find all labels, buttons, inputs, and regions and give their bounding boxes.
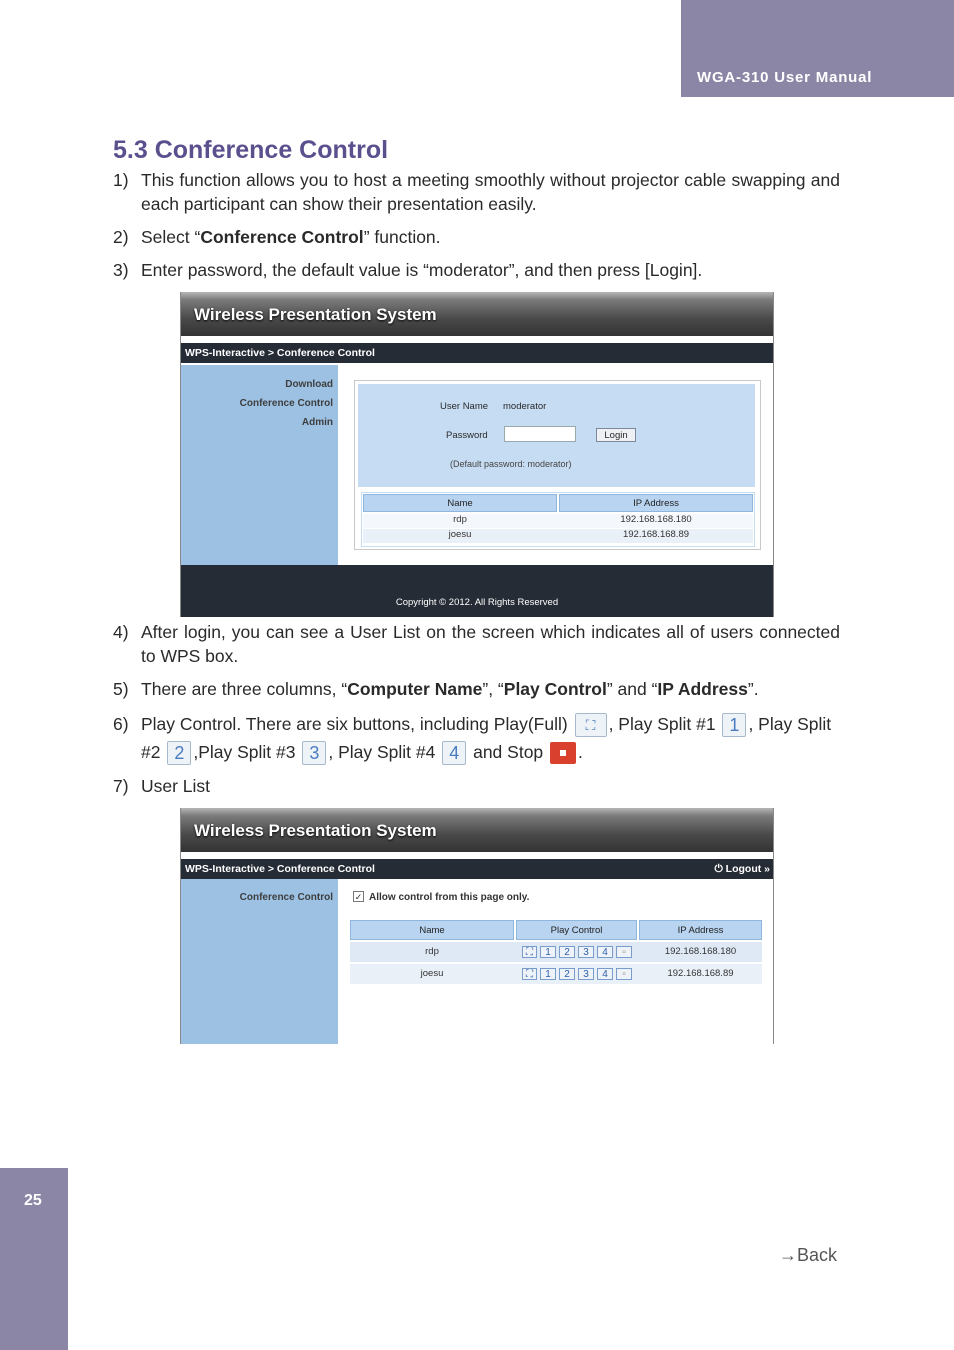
play-split-2-button[interactable]: 2 (559, 946, 575, 958)
sidebar-item-conference-control[interactable]: Conference Control (239, 398, 333, 409)
item-text: and Stop (468, 742, 544, 762)
row-name: rdp (425, 946, 439, 957)
table-row (350, 964, 762, 984)
column-header-name: Name (350, 920, 514, 940)
item-number: 6) (113, 714, 129, 734)
item-text: ” function. (363, 227, 441, 247)
row-ip: 192.168.168.89 (622, 529, 690, 540)
play-split-4-icon: 4 (442, 741, 466, 765)
list-item (113, 168, 840, 216)
item-bold: IP Address (657, 679, 748, 699)
play-split-4-button[interactable]: 4 (597, 946, 613, 958)
breadcrumb-text: WPS-Interactive > Conference Control (185, 347, 375, 359)
power-icon: ⏻ (714, 863, 723, 875)
play-full-icon: ⛶ (575, 713, 607, 737)
sidebar-item-download[interactable]: Download (285, 379, 333, 390)
manual-title: WGA-310 User Manual (697, 69, 873, 86)
item-text: ”, “ (482, 679, 504, 699)
list-item (113, 258, 840, 282)
password-label: Password (446, 430, 488, 441)
item-text: Play Control. There are six buttons, including Play(Full) (141, 714, 568, 734)
row-name: rdp (453, 514, 467, 525)
play-split-1-icon: 1 (722, 713, 746, 737)
sidebar-item-admin[interactable]: Admin (301, 417, 333, 428)
item-text: There are three columns, “ (141, 679, 348, 699)
allow-control-label: Allow control from this page only. (369, 892, 530, 903)
item-number: 1) (113, 170, 129, 190)
logout-link[interactable] (714, 859, 770, 879)
banner (181, 292, 773, 336)
item-text: , Play Split #1 (608, 714, 716, 734)
page-number: 25 (24, 1192, 42, 1209)
sidebar (181, 365, 338, 565)
column-header-name: Name (363, 494, 557, 512)
list-item (113, 620, 840, 668)
banner-title: Wireless Presentation System (194, 305, 437, 324)
breadcrumb (181, 343, 773, 363)
breadcrumb-text: WPS-Interactive > Conference Control (185, 863, 375, 875)
table-row (363, 514, 753, 528)
breadcrumb (181, 859, 773, 879)
play-split-2-icon: 2 (167, 741, 191, 765)
item-text: After login, you can see a User List on the screen which indicates all of users connected to WPS box. (141, 622, 840, 666)
item-text: ,Play Split #3 (193, 742, 296, 762)
item-text: , Play Split #2 (141, 714, 832, 762)
item-text: . (578, 742, 583, 762)
footer-bar (181, 565, 773, 617)
item-bold: Computer Name (347, 679, 483, 699)
play-full-button[interactable]: ⛶ (522, 946, 537, 958)
column-header-ip: IP Address (639, 920, 762, 940)
list-item (113, 774, 840, 798)
item-text: Select “ (141, 227, 201, 247)
login-button[interactable]: Login (596, 428, 636, 442)
back-link[interactable]: →Back (779, 1245, 838, 1265)
user-list-table (350, 920, 762, 986)
item-bold: Play Control (503, 679, 607, 699)
item-number: 5) (113, 679, 129, 699)
play-split-3-icon: 3 (302, 741, 326, 765)
row-ip: 192.168.168.89 (667, 968, 734, 979)
banner (181, 808, 773, 852)
copyright: Copyright © 2012. All Rights Reserved (395, 597, 559, 608)
login-screenshot (180, 292, 774, 617)
allow-control-checkbox[interactable]: ✓ (354, 892, 363, 902)
column-header-ip: IP Address (559, 494, 753, 512)
item-text: , Play Split #4 (328, 742, 436, 762)
play-split-1-button[interactable]: 1 (540, 968, 556, 980)
login-panel (354, 380, 761, 550)
item-text: Enter password, the default value is “moderator”, and then press [Login]. (141, 260, 703, 280)
list-item (113, 710, 840, 766)
banner-title: Wireless Presentation System (194, 821, 437, 840)
user-table (361, 492, 755, 547)
user-list-screenshot (180, 808, 774, 1044)
login-form (358, 384, 755, 487)
user-name-value: moderator (503, 401, 547, 412)
password-input[interactable] (504, 426, 576, 442)
row-name: joesu (420, 968, 444, 979)
item-number: 4) (113, 622, 129, 642)
item-text: User List (141, 776, 211, 796)
row-ip: 192.168.168.180 (620, 514, 692, 525)
play-full-button[interactable]: ⛶ (522, 968, 537, 980)
stop-button[interactable]: ▫ (616, 968, 632, 980)
item-number: 2) (113, 227, 129, 247)
default-password-hint: (Default password: moderator) (450, 459, 572, 469)
play-split-2-button[interactable]: 2 (559, 968, 575, 980)
logout-label: Logout » (725, 863, 770, 875)
play-split-1-button[interactable]: 1 (540, 946, 556, 958)
sidebar (181, 879, 338, 1044)
stop-icon (550, 742, 576, 764)
play-split-4-button[interactable]: 4 (597, 968, 613, 980)
item-bold: Conference Control (200, 227, 364, 247)
list-item (113, 225, 840, 249)
section-title: 5.3 Conference Control (113, 136, 389, 164)
table-row (363, 529, 753, 543)
play-split-3-button[interactable]: 3 (578, 946, 594, 958)
item-number: 7) (113, 776, 129, 796)
item-number: 3) (113, 260, 129, 280)
column-header-play-control: Play Control (516, 920, 637, 940)
stop-button[interactable]: ▫ (616, 946, 632, 958)
table-row (350, 942, 762, 962)
row-name: joesu (448, 529, 472, 540)
sidebar-item-conference-control[interactable]: Conference Control (239, 892, 333, 903)
user-name-label: User Name (440, 401, 489, 412)
play-split-3-button[interactable]: 3 (578, 968, 594, 980)
list-item (113, 677, 840, 701)
item-text: This function allows you to host a meeting smoothly without projector cable swapping and each participant can show their presentation easily. (141, 170, 840, 214)
row-ip: 192.168.168.180 (664, 946, 737, 957)
item-text: ” and “ (606, 679, 658, 699)
item-text: ”. (747, 679, 759, 699)
